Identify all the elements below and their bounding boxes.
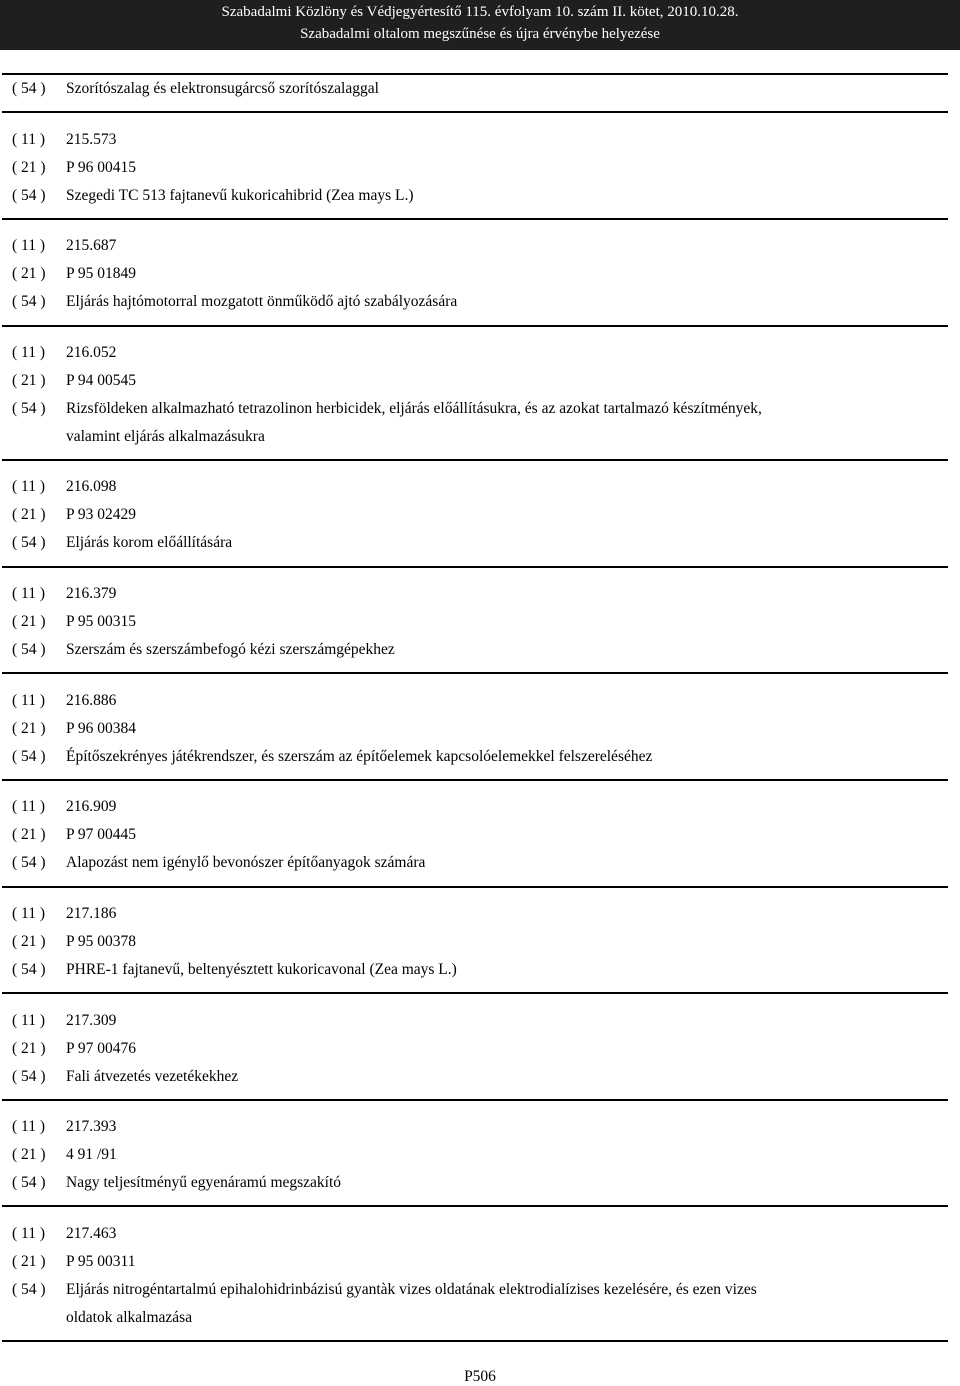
separator bbox=[2, 73, 948, 75]
code-54: ( 54 ) bbox=[12, 854, 46, 871]
publication-header bbox=[0, 0, 960, 50]
separator bbox=[2, 992, 948, 994]
page-number: P506 bbox=[464, 1368, 496, 1385]
code-54: ( 54 ) bbox=[12, 748, 46, 765]
entry-title: Nagy teljesítményű egyenáramú megszakító bbox=[66, 1174, 342, 1191]
entry-title: Szegedi TC 513 fajtanevű kukoricahibrid (Zea mays L.) bbox=[66, 187, 414, 204]
separator bbox=[2, 325, 948, 327]
code-11: ( 11 ) bbox=[12, 692, 45, 709]
code-54: ( 54 ) bbox=[12, 1068, 46, 1085]
application-number: P 95 00315 bbox=[66, 613, 137, 630]
code-11: ( 11 ) bbox=[12, 344, 45, 361]
code-21: ( 21 ) bbox=[12, 506, 46, 523]
code-21: ( 21 ) bbox=[12, 159, 46, 176]
entry-title-cont: oldatok alkalmazása bbox=[66, 1309, 193, 1326]
code-11: ( 11 ) bbox=[12, 1225, 45, 1242]
entry-title: PHRE-1 fajtanevű, beltenyésztett kukoricavonal (Zea mays L.) bbox=[66, 961, 457, 978]
code-21: ( 21 ) bbox=[12, 933, 46, 950]
code-21: ( 21 ) bbox=[12, 720, 46, 737]
code-11: ( 11 ) bbox=[12, 798, 45, 815]
code-54: ( 54 ) bbox=[12, 293, 46, 310]
code-54: ( 54 ) bbox=[12, 641, 46, 658]
separator bbox=[2, 566, 948, 568]
patent-number: 216.886 bbox=[66, 692, 117, 709]
code-21: ( 21 ) bbox=[12, 1146, 46, 1163]
entry-title: Szorítószalag és elektronsugárcső szorítószalaggal bbox=[66, 80, 379, 97]
separator bbox=[2, 459, 948, 461]
patent-number: 217.463 bbox=[66, 1225, 117, 1242]
patent-number: 215.687 bbox=[66, 237, 117, 254]
application-number: P 95 01849 bbox=[66, 265, 137, 282]
patent-number: 216.909 bbox=[66, 798, 117, 815]
code-21: ( 21 ) bbox=[12, 372, 46, 389]
code-54: ( 54 ) bbox=[12, 187, 46, 204]
application-number: 4 91 /91 bbox=[66, 1146, 117, 1163]
entry-title: Fali átvezetés vezetékekhez bbox=[66, 1068, 239, 1085]
entry-title-cont: valamint eljárás alkalmazásukra bbox=[66, 428, 265, 445]
entry-title: Eljárás hajtómotorral mozgatott önműködő ajtó szabályozására bbox=[66, 293, 458, 310]
application-number: P 96 00415 bbox=[66, 159, 137, 176]
code-54: ( 54 ) bbox=[12, 80, 46, 97]
code-54: ( 54 ) bbox=[12, 961, 46, 978]
entry-title: Eljárás nitrogéntartalmú epihalohidrinbázisú gyantàk vizes oldatának elektrodialízises kezelésére, és ezen vizes bbox=[66, 1281, 757, 1298]
section-title: Szabadalmi oltalom megszűnése és újra érvénybe helyezése bbox=[300, 26, 660, 42]
code-21: ( 21 ) bbox=[12, 1040, 46, 1057]
code-21: ( 21 ) bbox=[12, 826, 46, 843]
application-number: P 97 00476 bbox=[66, 1040, 137, 1057]
separator bbox=[2, 218, 948, 220]
separator bbox=[2, 1205, 948, 1207]
code-21: ( 21 ) bbox=[12, 613, 46, 630]
code-11: ( 11 ) bbox=[12, 905, 45, 922]
code-54: ( 54 ) bbox=[12, 534, 46, 551]
code-21: ( 21 ) bbox=[12, 265, 46, 282]
patent-number: 216.379 bbox=[66, 585, 117, 602]
entry-title: Szerszám és szerszámbefogó kézi szerszámgépekhez bbox=[66, 641, 395, 658]
code-54: ( 54 ) bbox=[12, 400, 46, 417]
code-21: ( 21 ) bbox=[12, 1253, 46, 1270]
code-54: ( 54 ) bbox=[12, 1174, 46, 1191]
application-number: P 93 02429 bbox=[66, 506, 137, 523]
code-11: ( 11 ) bbox=[12, 237, 45, 254]
separator bbox=[2, 779, 948, 781]
application-number: P 95 00378 bbox=[66, 933, 137, 950]
entry-title: Rizsföldeken alkalmazható tetrazolinon herbicidek, eljárás előállításukra, és az azokat tartalmazó készítmények, bbox=[66, 400, 762, 417]
entry-title: Építőszekrényes játékrendszer, és szerszám az építőelemek kapcsolóelemekkel felszereléséhez bbox=[66, 748, 653, 765]
application-number: P 96 00384 bbox=[66, 720, 137, 737]
patent-number: 215.573 bbox=[66, 131, 117, 148]
separator bbox=[2, 672, 948, 674]
entry-title: Eljárás korom előállítására bbox=[66, 534, 233, 551]
separator bbox=[2, 886, 948, 888]
patent-number: 217.186 bbox=[66, 905, 117, 922]
separator bbox=[2, 1099, 948, 1101]
patent-number: 217.393 bbox=[66, 1118, 117, 1135]
code-11: ( 11 ) bbox=[12, 478, 45, 495]
entry-title: Alapozást nem igénylő bevonószer építőanyagok számára bbox=[66, 854, 426, 871]
patent-number: 217.309 bbox=[66, 1012, 117, 1029]
code-11: ( 11 ) bbox=[12, 131, 45, 148]
patent-number: 216.052 bbox=[66, 344, 117, 361]
journal-title: Szabadalmi Közlöny és Védjegyértesítő 115. évfolyam 10. szám II. kötet, 2010.10.28. bbox=[221, 4, 739, 20]
code-11: ( 11 ) bbox=[12, 1118, 45, 1135]
application-number: P 94 00545 bbox=[66, 372, 137, 389]
application-number: P 97 00445 bbox=[66, 826, 137, 843]
code-11: ( 11 ) bbox=[12, 1012, 45, 1029]
separator bbox=[2, 1340, 948, 1342]
application-number: P 95 00311 bbox=[66, 1253, 136, 1270]
code-11: ( 11 ) bbox=[12, 585, 45, 602]
patent-number: 216.098 bbox=[66, 478, 117, 495]
code-54: ( 54 ) bbox=[12, 1281, 46, 1298]
separator bbox=[2, 111, 948, 113]
